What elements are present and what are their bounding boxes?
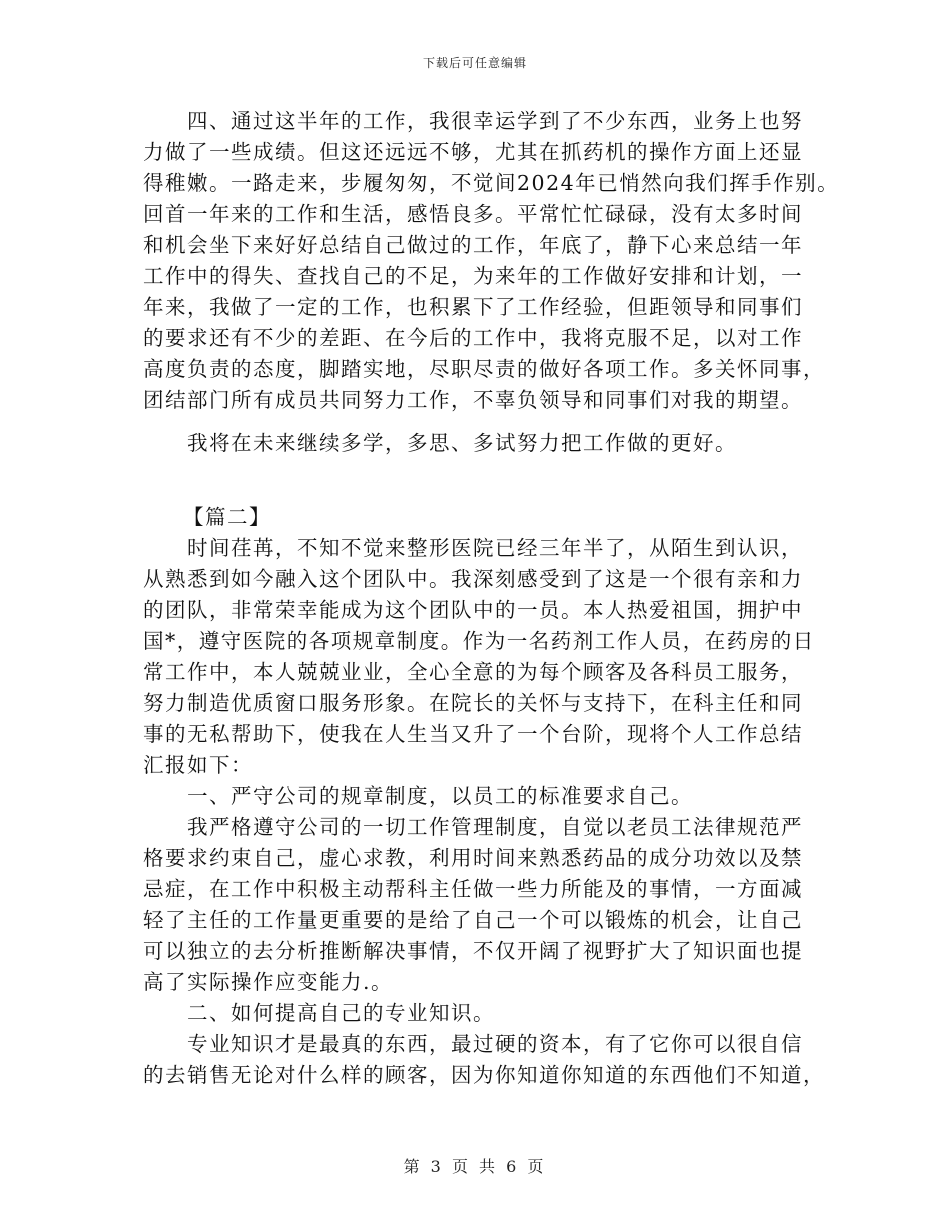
paragraph-4 [143, 812, 823, 998]
text-line: 回首一年来的工作和生活，感悟良多。平常忙忙碌碌，没有太多时间 [143, 202, 803, 226]
text-line: 时间荏苒，不知不觉来整形医院已经三年半了，从陌生到认识， [187, 536, 803, 560]
page-number: 第 3 页 共 6 页 [403, 1157, 547, 1176]
text-line: 格要求约束自己，虚心求教，利用时间来熟悉药品的成分功效以及禁 [143, 846, 803, 870]
heading-2: 二、如何提高自己的专业知识。 [187, 1001, 495, 1025]
text-line: 我严格遵守公司的一切工作管理制度，自觉以老员工法律规范严 [187, 815, 803, 839]
text-line: 可以独立的去分析推断解决事情，不仅开阔了视野扩大了知识面也提 [143, 939, 803, 963]
paragraph-1 [143, 106, 840, 416]
text-line: 的团队，非常荣幸能成为这个团队中的一员。本人热爱祖国，拥护中 [143, 598, 803, 622]
text-line: 得稚嫩。一路走来，步履匆匆，不觉间2024年已悄然向我们挥手作别。 [143, 171, 840, 195]
text-line: 汇报如下： [143, 753, 253, 777]
paragraph-3 [143, 533, 823, 781]
text-line: 从熟悉到如今融入这个团队中。我深刻感受到了这是一个很有亲和力 [143, 567, 803, 591]
section-title: 【篇二】 [183, 505, 271, 529]
text-line: 工作中的得失、查找自己的不足，为来年的工作做好安排和计划，一 [143, 264, 803, 288]
text-line: 高度负责的态度，脚踏实地，尽职尽责的做好各项工作。多关怀同事， [143, 357, 825, 381]
text-line: 国*，遵守医院的各项规章制度。作为一名药剂工作人员，在药房的日 [143, 629, 815, 653]
text-line: 努力制造优质窗口服务形象。在院长的关怀与支持下，在科主任和同 [143, 691, 803, 715]
page-header: 下载后可任意编辑 [422, 56, 527, 70]
text-line: 团结部门所有成员共同努力工作，不辜负领导和同事们对我的期望。 [143, 388, 803, 412]
text-line: 忌症，在工作中积极主动帮科主任做一些力所能及的事情，一方面减 [143, 877, 803, 901]
document-body [143, 106, 840, 1091]
text-line: 年来，我做了一定的工作，也积累下了工作经验，但距领导和同事们 [143, 295, 803, 319]
text-line: 高了实际操作应变能力.。 [143, 970, 394, 994]
text-line: 四、通过这半年的工作，我很幸运学到了不少东西，业务上也努 [187, 109, 803, 133]
text-line: 的要求还有不少的差距、在今后的工作中，我将克服不足，以对工作 [143, 326, 803, 350]
paragraph-5 [143, 1029, 823, 1091]
text-line: 常工作中，本人兢兢业业，全心全意的为每个顾客及各科员工服务， [143, 660, 803, 684]
text-line: 专业知识才是最真的东西，最过硬的资本，有了它你可以很自信 [187, 1032, 803, 1056]
text-line: 的去销售无论对什么样的顾客，因为你知道你知道的东西他们不知道， [143, 1063, 825, 1087]
heading-1: 一、严守公司的规章制度，以员工的标准要求自己。 [187, 784, 693, 808]
text-line: 轻了主任的工作量更重要的是给了自己一个可以锻炼的机会，让自己 [143, 908, 803, 932]
text-line: 力做了一些成绩。但这还远远不够，尤其在抓药机的操作方面上还显 [143, 140, 803, 164]
text-line: 事的无私帮助下，使我在人生当又升了一个台阶，现将个人工作总结 [143, 722, 803, 746]
paragraph-2: 我将在未来继续多学，多思、多试努力把工作做的更好。 [187, 431, 737, 455]
text-line: 和机会坐下来好好总结自己做过的工作，年底了，静下心来总结一年 [143, 233, 803, 257]
